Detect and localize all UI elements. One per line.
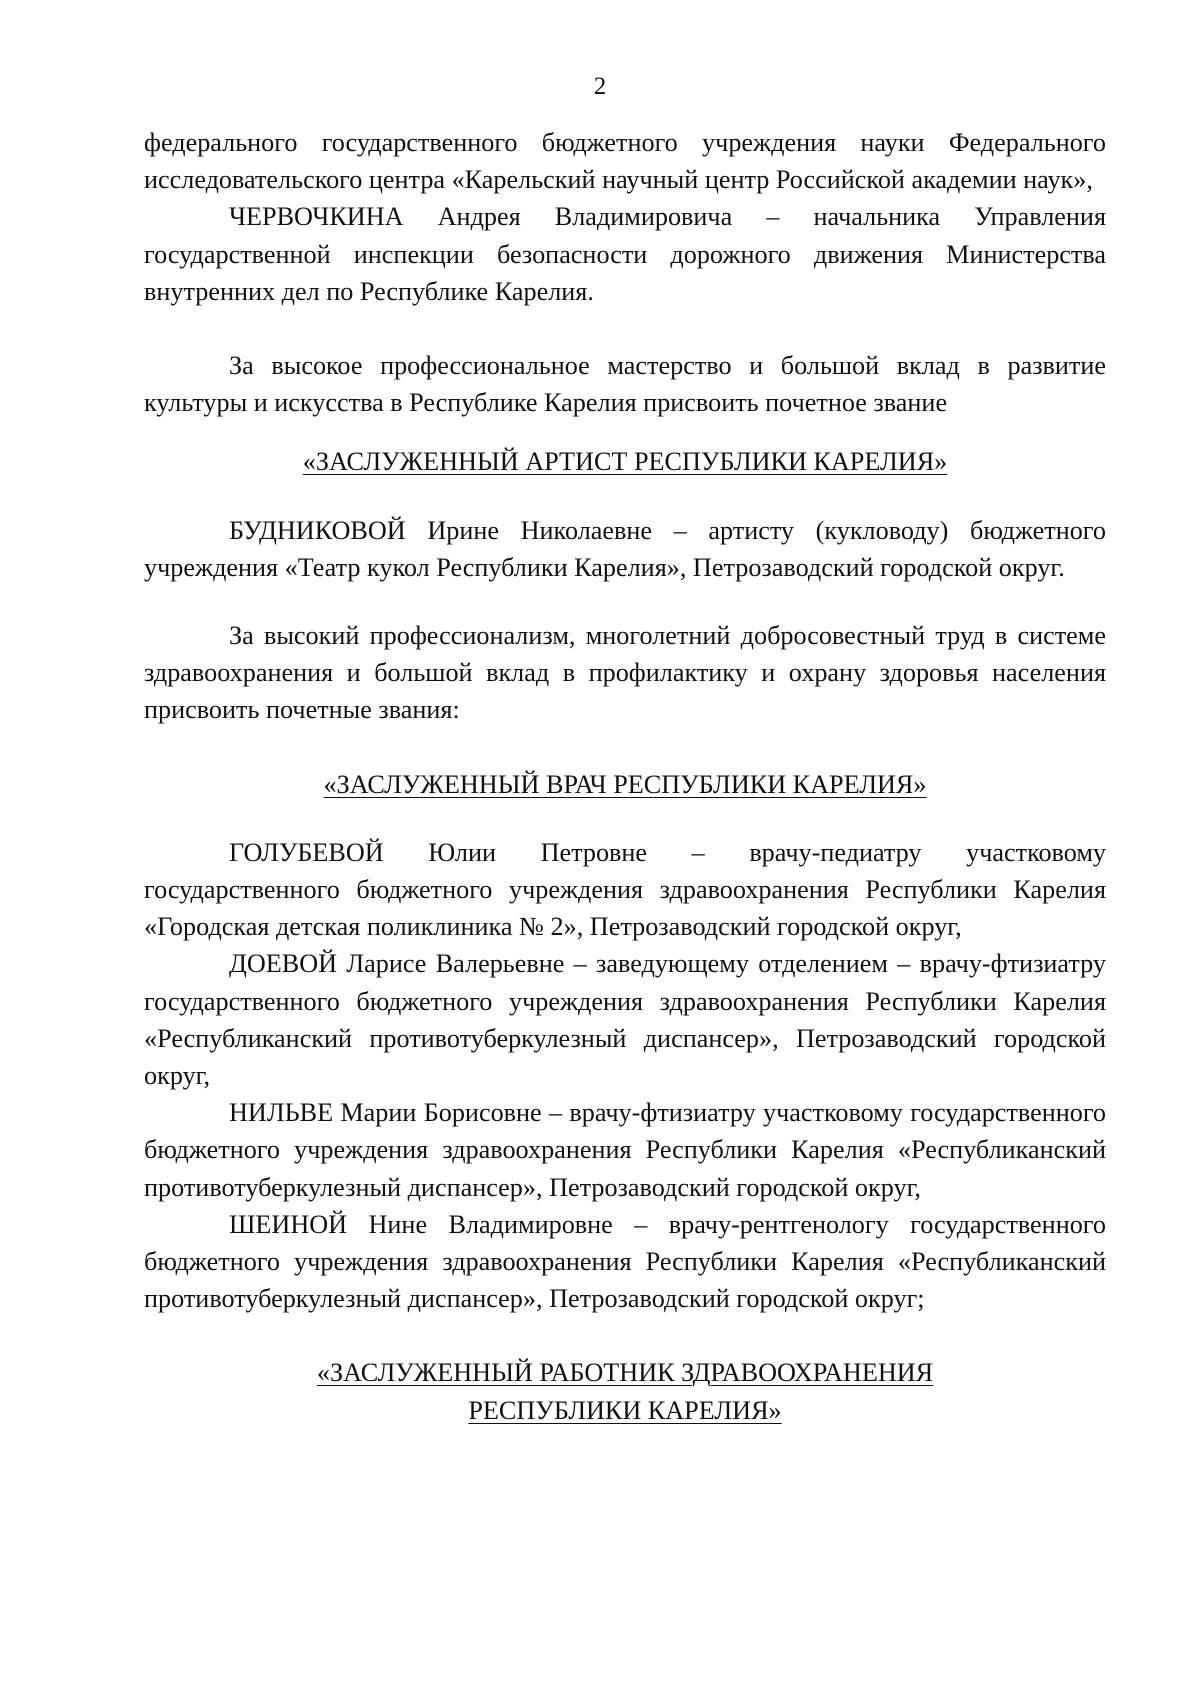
spacer	[144, 421, 1106, 443]
spacer	[144, 310, 1106, 347]
spacer	[144, 1317, 1106, 1354]
spacer	[144, 803, 1106, 834]
paragraph-award-recipient: БУДНИКОВОЙ Ирине Николаевне – артисту (кукловоду) бюджетного учреждения «Театр кукол Республики Карелия», Петрозаводский городской округ.	[144, 515, 1106, 582]
paragraph-award-reason-culture: За высокое профессиональное мастерство и большой вклад в развитие культуры и искусства в Республике Карелия присвоить почетное звание	[144, 351, 1106, 418]
honorary-title-doctor-heading: «ЗАСЛУЖЕННЫЙ ВРАЧ РЕСПУБЛИКИ КАРЕЛИЯ»	[323, 769, 927, 799]
page-number: 2	[593, 73, 607, 100]
paragraph-award-recipient: ДОЕВОЙ Ларисе Валерьевне – заведующему отделением – врачу-фтизиатру государственного бюджетного учреждения здравоохранения Республики Карелия «Республиканский противотуберкулезный диспансер», Петрозаводский городской округ,	[144, 949, 1106, 1091]
spacer	[144, 481, 1106, 512]
document-body	[144, 124, 1106, 1429]
honorary-title-health-worker-heading-line2: РЕСПУБЛИКИ КАРЕЛИЯ»	[468, 1395, 782, 1425]
paragraph-award-recipient: НИЛЬВЕ Марии Борисовне – врачу-фтизиатру участковому государственного бюджетного учреждения здравоохранения Республики Карелия «Республиканский противотуберкулезный диспансер», Петрозаводский городской округ,	[144, 1098, 1106, 1202]
paragraph-award-recipient: ШЕИНОЙ Нине Владимировне – врачу-рентгенологу государственного бюджетного учреждения здравоохранения Республики Карелия «Республиканский противотуберкулезный диспансер», Петрозаводский городской округ;	[144, 1209, 1106, 1314]
honorary-title-artist-heading: «ЗАСЛУЖЕННЫЙ АРТИСТ РЕСПУБЛИКИ КАРЕЛИЯ»	[302, 447, 948, 477]
paragraph-award-recipient: ЧЕРВОЧКИНА Андрея Владимировича – начальника Управления государственной инспекции безопасности дорожного движения Министерства внутренних дел по Республике Карелия.	[144, 202, 1106, 306]
paragraph-continuation: федерального государственного бюджетного учреждения науки Федерального исследовательского центра «Карельский научный центр Российской академии наук»,	[144, 128, 1106, 195]
spacer	[144, 586, 1106, 617]
honorary-title-health-worker-heading-line1: «ЗАСЛУЖЕННЫЙ РАБОТНИК ЗДРАВООХРАНЕНИЯ	[316, 1358, 934, 1388]
spacer	[144, 729, 1106, 766]
paragraph-award-recipient: ГОЛУБЕВОЙ Юлии Петровне – врачу-педиатру участковому государственного бюджетного учреждения здравоохранения Республики Карелия «Городская детская поликлиника № 2», Петрозаводский городской округ,	[144, 837, 1106, 942]
paragraph-award-reason-health: За высокий профессионализм, многолетний добросовестный труд в системе здравоохранения и большой вклад в профилактику и охрану здоровья населения присвоить почетные звания:	[144, 621, 1106, 725]
